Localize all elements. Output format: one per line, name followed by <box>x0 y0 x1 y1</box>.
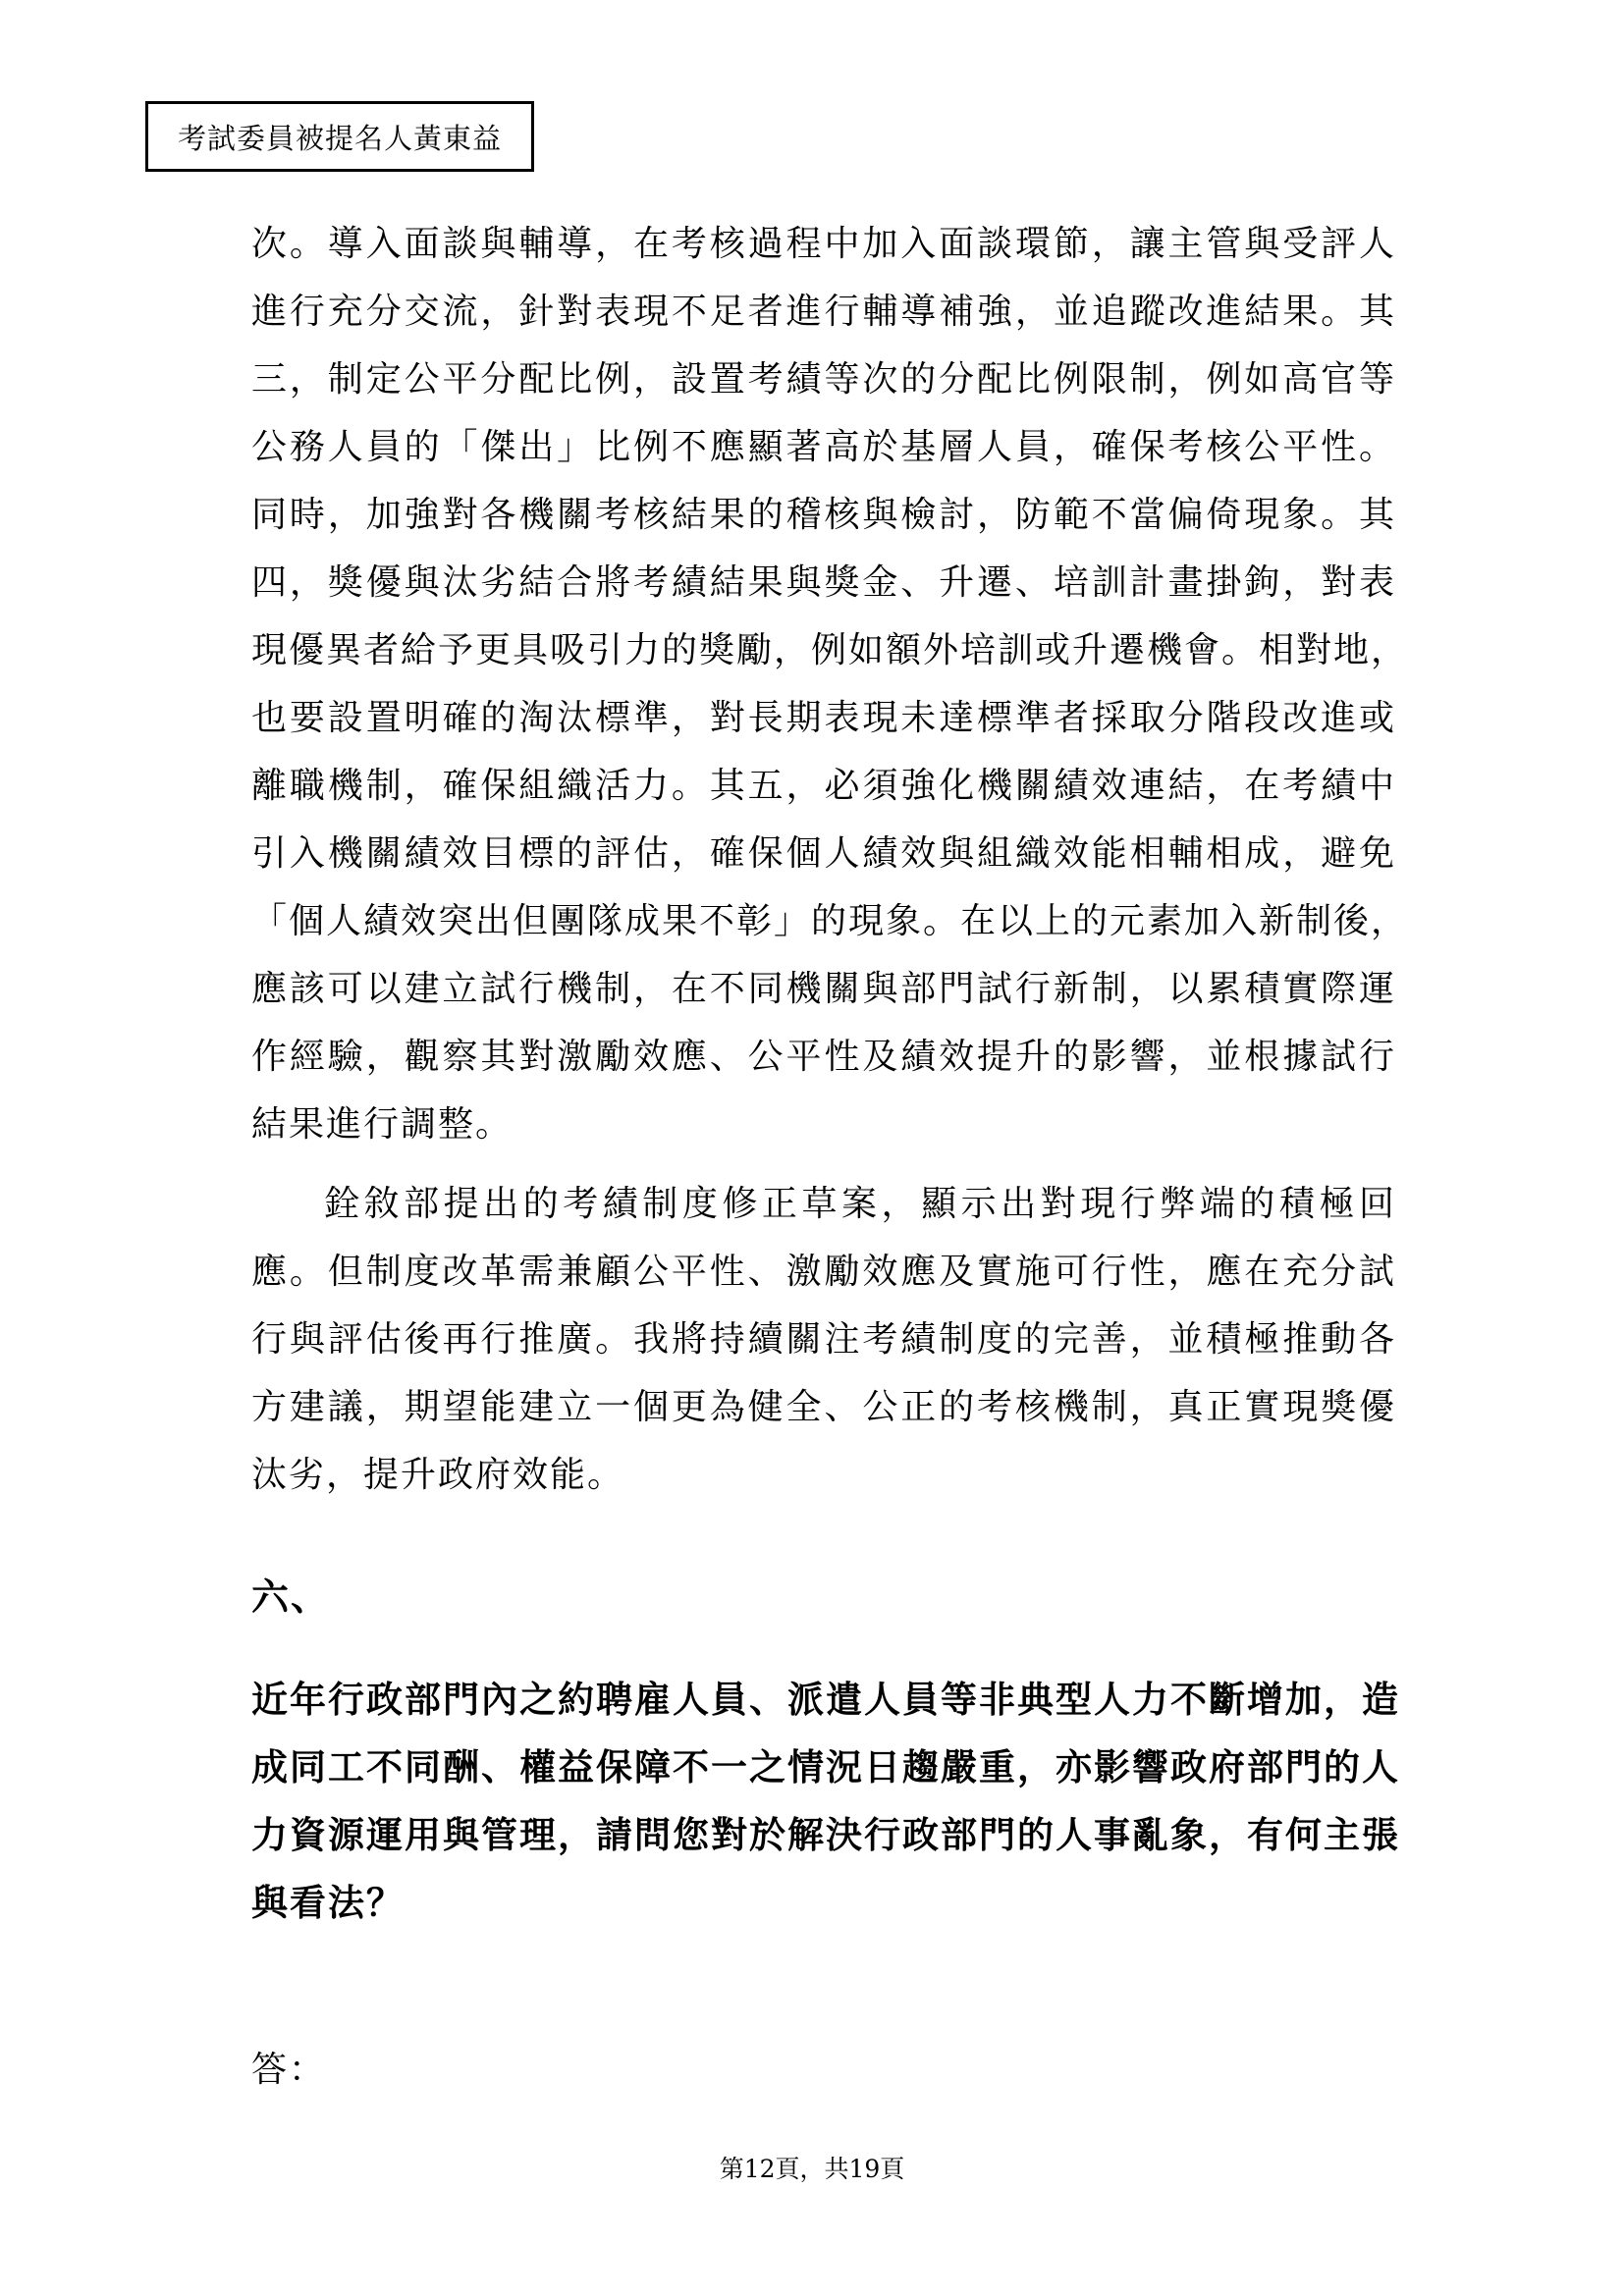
text-line: 行與評估後再行推廣。我將持續關注考績制度的完善，並積極推動各 <box>251 1319 1396 1360</box>
question-line: 與看法？ <box>251 1881 405 1924</box>
text-line: 公務人員的「傑出」比例不應顯著高於基層人員，確保考核公平性。 <box>251 427 1396 467</box>
text-line: 進行充分交流，針對表現不足者進行輔導補強，並追蹤改進結果。其 <box>251 292 1396 332</box>
text-line: 應。但制度改革需兼顧公平性、激勵效應及實施可行性，應在充分試 <box>251 1252 1396 1292</box>
text-line: 同時，加強對各機關考核結果的稽核與檢討，防範不當偏倚現象。其 <box>251 495 1396 535</box>
text-line: 汰劣，提升政府效能。 <box>251 1455 625 1495</box>
answer-label: 答： <box>251 2050 327 2090</box>
question-line: 成同工不同酬、權益保障不一之情況日趨嚴重，亦影響政府部門的人 <box>251 1745 1400 1789</box>
question-text <box>251 1666 1400 1937</box>
body-paragraph-1 <box>251 210 1409 1158</box>
question-line: 近年行政部門內之約聘雇人員、派遣人員等非典型人力不斷增加，造 <box>251 1678 1400 1721</box>
text-line: 「個人績效突出但團隊成果不彰」的現象。在以上的元素加入新制後， <box>251 901 1409 941</box>
text-line: 三，制定公平分配比例，設置考績等次的分配比例限制，例如高官等 <box>251 359 1396 400</box>
section-heading: 六、 <box>251 1575 331 1619</box>
body-paragraph-2 <box>251 1170 1396 1509</box>
text-line: 應該可以建立試行機制，在不同機關與部門試行新制，以累積實際運 <box>251 969 1396 1009</box>
text-line: 四，獎優與汰劣結合將考績結果與獎金、升遷、培訓計畫掛鉤，對表 <box>251 562 1396 603</box>
question-line: 力資源運用與管理，請問您對於解決行政部門的人事亂象，有何主張 <box>251 1813 1400 1856</box>
text-line: 現優異者給予更具吸引力的獎勵，例如額外培訓或升遷機會。相對地， <box>251 630 1409 670</box>
text-line: 作經驗，觀察其對激勵效應、公平性及績效提升的影響，並根據試行 <box>251 1037 1396 1077</box>
nominee-header-label: 考試委員被提名人黃東益 <box>177 121 502 155</box>
text-line: 也要設置明確的淘汰標準，對長期表現未達標準者採取分階段改進或 <box>251 698 1396 738</box>
text-line: 銓敘部提出的考績制度修正草案，顯示出對現行弊端的積極回 <box>324 1184 1396 1224</box>
nominee-header-box <box>145 101 534 172</box>
text-line: 離職機制，確保組織活力。其五，必須強化機關績效連結，在考績中 <box>251 766 1396 806</box>
page-number-footer: 第12頁，共19頁 <box>719 2155 905 2183</box>
text-line: 結果進行調整。 <box>251 1104 514 1145</box>
text-line: 引入機關績效目標的評估，確保個人績效與組織效能相輔相成，避免 <box>251 833 1396 874</box>
text-line: 次。導入面談與輔導，在考核過程中加入面談環節，讓主管與受評人 <box>251 224 1396 264</box>
text-line: 方建議，期望能建立一個更為健全、公正的考核機制，真正實現獎優 <box>251 1387 1396 1427</box>
